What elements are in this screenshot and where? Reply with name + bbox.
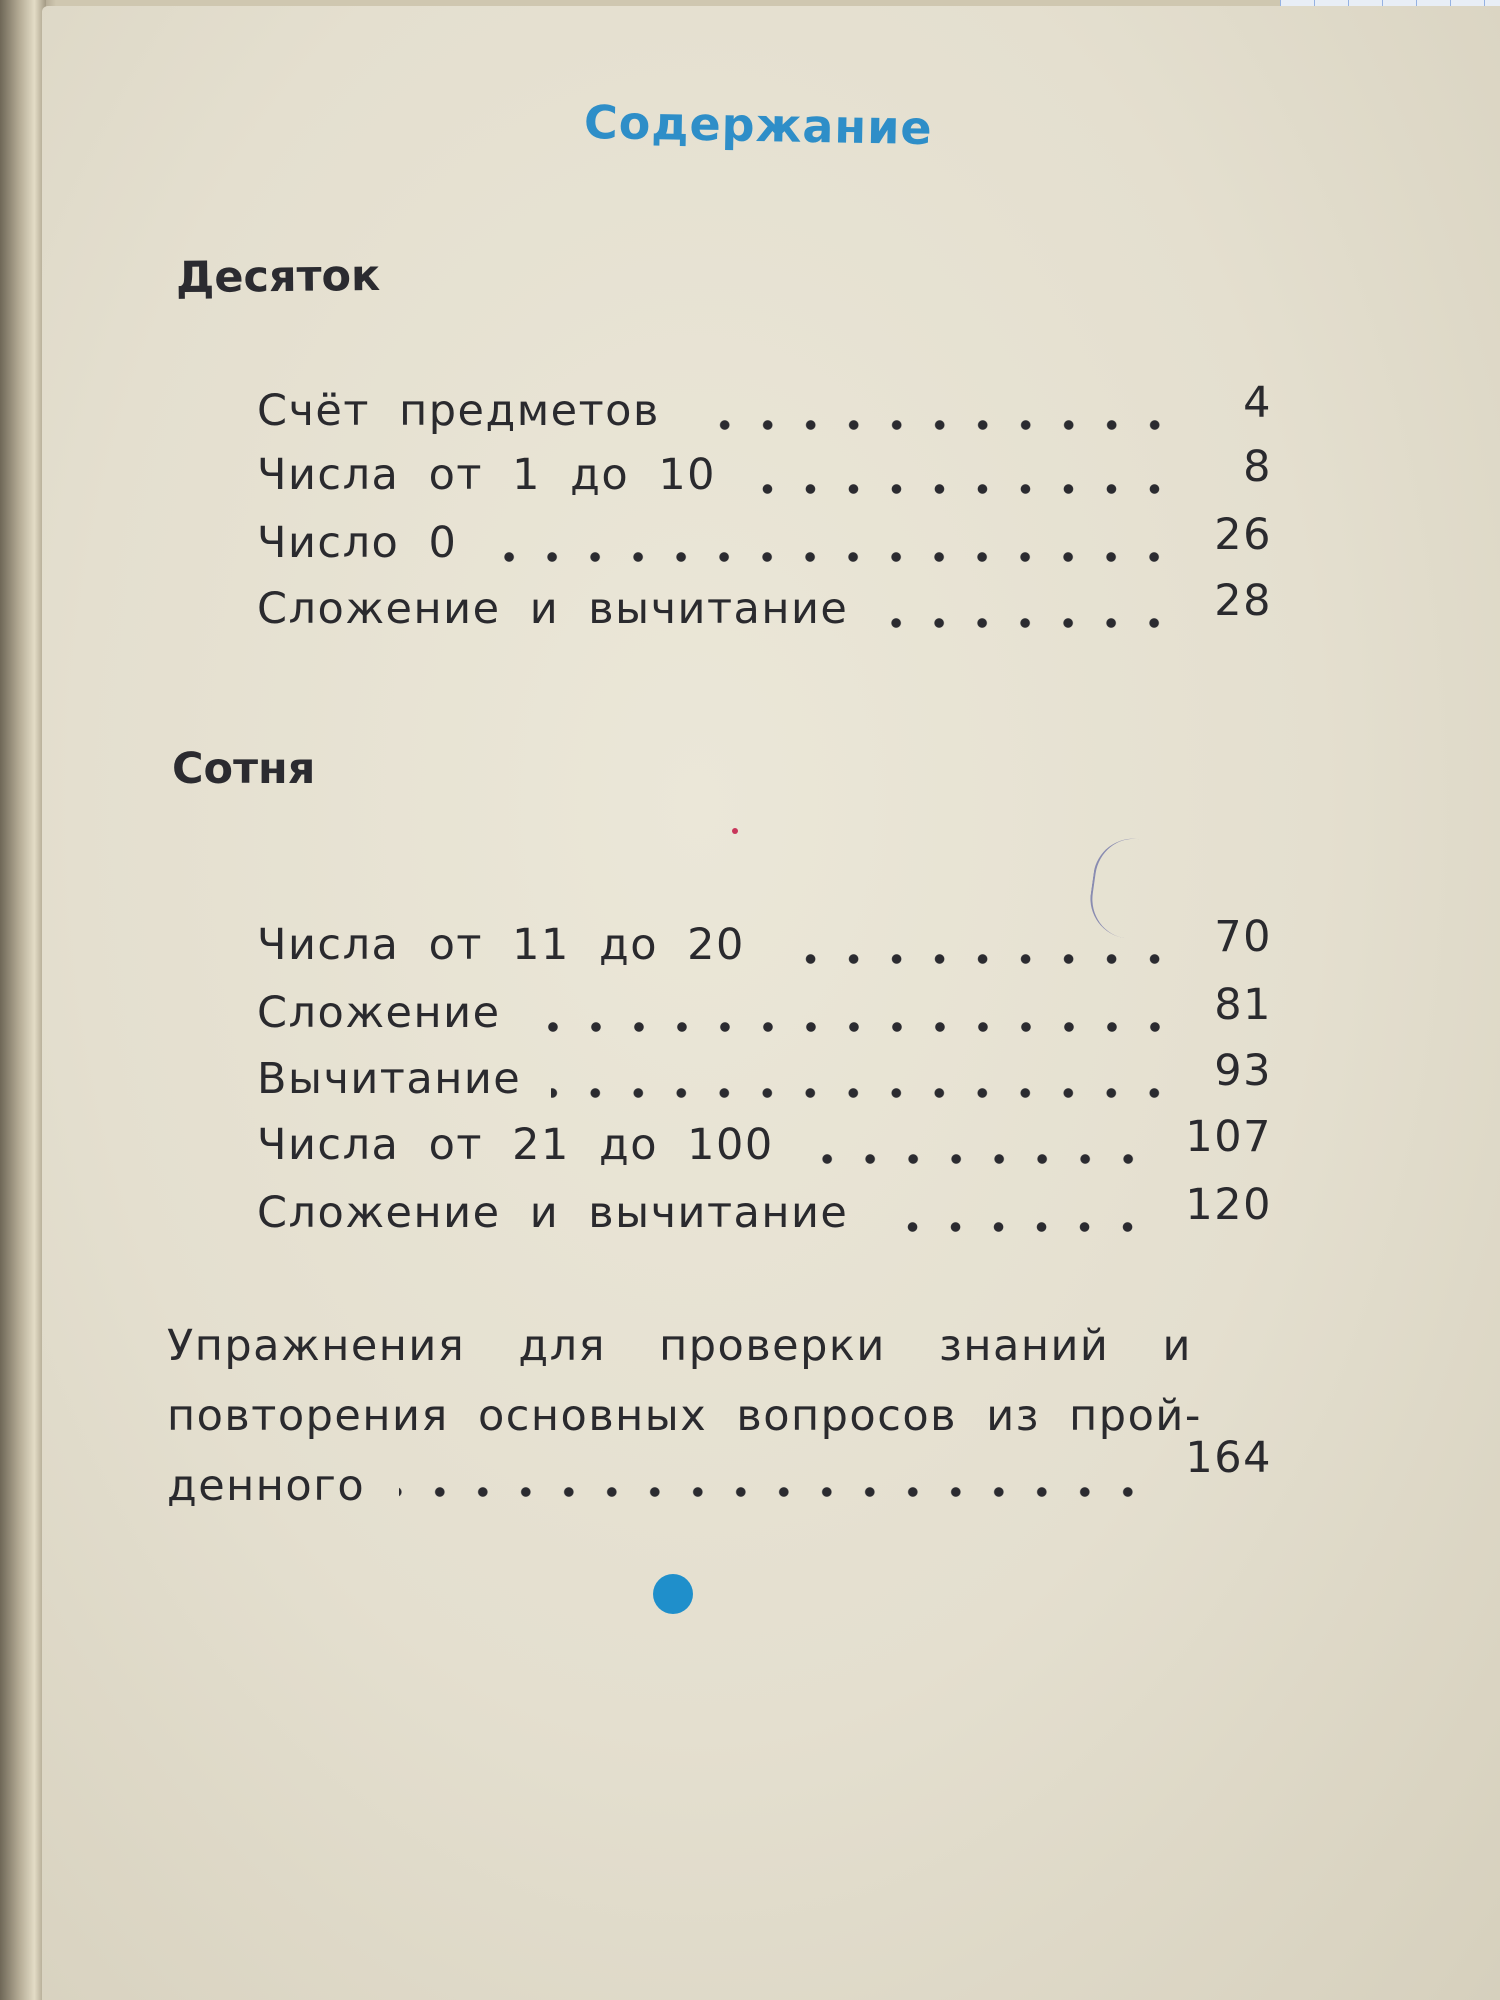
- dot-leader: [551, 1088, 1176, 1098]
- dot-leader: [487, 552, 1176, 562]
- exercises-line-1: Упражнения для проверки знаний и: [167, 1321, 1192, 1371]
- dot-leader: [690, 420, 1176, 430]
- toc-entry-label: Сложение: [257, 988, 501, 1038]
- toc-entry-page: 120: [1185, 1180, 1272, 1230]
- toc-entry-page: 4: [1243, 378, 1272, 428]
- toc-entry-page: 107: [1185, 1112, 1272, 1162]
- toc-entry: [257, 378, 1272, 442]
- toc-entry-page: 70: [1214, 912, 1272, 962]
- dot-leader: [531, 1022, 1176, 1032]
- section-heading-hundred: Сотня: [172, 744, 316, 794]
- ornament-dot-icon: [653, 1574, 693, 1614]
- dot-leader: [878, 1222, 1149, 1232]
- exercises-line-3-text: денного: [167, 1461, 366, 1511]
- dot-leader: [775, 954, 1176, 964]
- dot-leader: [746, 484, 1176, 494]
- toc-entry-page: 28: [1214, 576, 1272, 626]
- exercises-line-2: повторения основных вопросов из прой-: [167, 1391, 1202, 1441]
- toc-entry: [257, 510, 1272, 574]
- section-heading-tens: Десяток: [175, 250, 381, 304]
- toc-entry-label: Число 0: [257, 518, 458, 568]
- toc-entry-label: Вычитание: [257, 1054, 522, 1104]
- book-page: [42, 6, 1500, 2000]
- toc-entry: [257, 576, 1272, 640]
- toc-entry-label: Числа от 21 до 100: [257, 1120, 774, 1170]
- toc-entry: [257, 980, 1272, 1044]
- toc-entry: [257, 442, 1272, 506]
- dot-leader: [804, 1154, 1150, 1164]
- toc-entry-label: Сложение и вычитание: [257, 1188, 849, 1238]
- exercises-page: 164: [1185, 1433, 1272, 1483]
- toc-entry-label: Числа от 1 до 10: [257, 450, 717, 500]
- toc-entry-label: Сложение и вычитание: [257, 584, 849, 634]
- dot-leader: [878, 618, 1176, 628]
- toc-entry: [257, 1046, 1272, 1110]
- exercises-entry: [167, 1311, 1272, 1521]
- book-spine-edge: [0, 0, 46, 2000]
- toc-entry-label: Счёт предметов: [257, 386, 660, 436]
- toc-entry-label: Числа от 11 до 20: [257, 920, 745, 970]
- dot-leader: [399, 1487, 1149, 1497]
- toc-entry-page: 26: [1214, 510, 1272, 560]
- toc-entry-page: 8: [1243, 442, 1272, 492]
- toc-entry-page: 81: [1214, 980, 1272, 1030]
- toc-entry: [257, 1112, 1272, 1176]
- page-title: Содержание: [583, 94, 934, 156]
- ink-speck: [732, 828, 738, 834]
- exercises-line-3: [167, 1433, 1272, 1521]
- toc-entry-page: 93: [1214, 1046, 1272, 1096]
- toc-entry: [257, 1180, 1272, 1244]
